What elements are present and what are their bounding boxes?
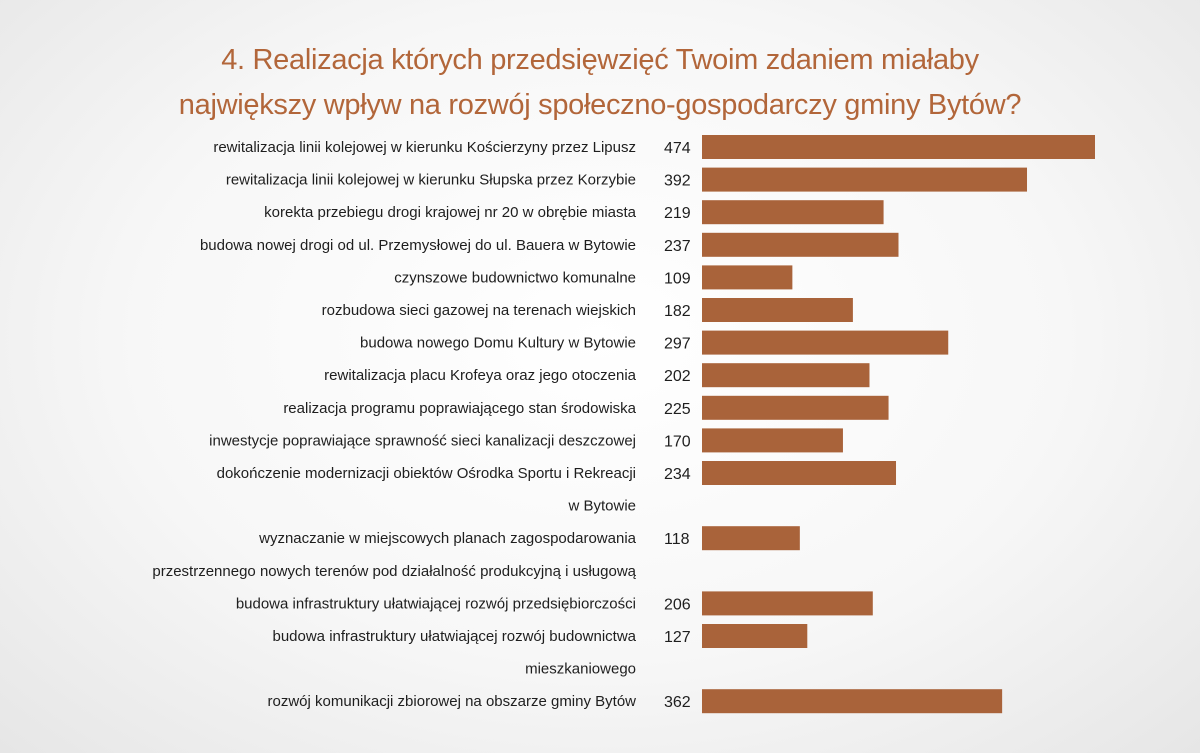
chart-title-line-2: największy wpływ na rozwój społeczno-gospodarczy gminy Bytów? xyxy=(178,89,1022,121)
bar-group xyxy=(213,135,1095,159)
bar xyxy=(702,168,1027,192)
category-label: budowa nowej drogi od ul. Przemysłowej do ul. Bauera w Bytowie xyxy=(199,236,636,254)
value-label: 297 xyxy=(664,335,691,353)
bar-group xyxy=(152,526,799,580)
bar xyxy=(702,461,896,485)
bar-group xyxy=(360,331,948,355)
category-label: wyznaczanie w miejscowych planach zagospodarowania xyxy=(259,530,636,548)
category-label: rewitalizacja linii kolejowej w kierunku Słupska przez Korzybie xyxy=(225,171,636,189)
bar xyxy=(702,298,853,322)
bar-group xyxy=(226,168,1027,192)
bar xyxy=(702,396,889,420)
bar-group xyxy=(324,363,869,387)
bar-group xyxy=(217,461,896,515)
category-label: dokończenie modernizacji obiektów Ośrodka Sportu i Rekreacji xyxy=(216,465,636,482)
bar xyxy=(702,331,948,355)
category-label: realizacja programu poprawiającego stan środowiska xyxy=(283,399,636,417)
value-label: 237 xyxy=(664,237,691,255)
value-label: 182 xyxy=(664,303,691,320)
category-label: budowa infrastruktury ułatwiającej rozwój przedsiębiorczości xyxy=(235,595,636,613)
value-label: 362 xyxy=(664,694,691,712)
category-label: w Bytowie xyxy=(568,497,636,515)
value-label: 206 xyxy=(664,596,691,614)
value-label: 392 xyxy=(664,172,691,190)
value-label: 109 xyxy=(664,270,691,288)
bar xyxy=(702,265,792,289)
bar xyxy=(702,689,1002,713)
category-label: budowa nowego Domu Kultury w Bytowie xyxy=(360,334,636,352)
value-label: 234 xyxy=(664,466,691,483)
category-label: budowa infrastruktury ułatwiającej rozwój budownictwa xyxy=(272,628,636,645)
value-label: 127 xyxy=(664,629,691,646)
bar xyxy=(702,624,807,648)
value-label: 118 xyxy=(664,531,690,549)
bar-group xyxy=(322,298,853,322)
value-label: 219 xyxy=(664,205,691,223)
category-label: przestrzennego nowych terenów pod działalność produkcyjną i usługową xyxy=(152,562,636,580)
bar xyxy=(702,428,843,452)
category-label: mieszkaniowego xyxy=(525,660,636,678)
bar-group xyxy=(283,396,888,420)
category-label: rozbudowa sieci gazowej na terenach wiejskich xyxy=(321,302,636,319)
bar xyxy=(702,363,869,387)
bar xyxy=(702,526,800,550)
value-label: 225 xyxy=(664,400,691,418)
value-label: 202 xyxy=(664,368,691,386)
bar-group xyxy=(200,233,899,257)
category-label: korekta przebiegu drogi krajowej nr 20 w obrębie miasta xyxy=(264,204,636,222)
category-label: czynszowe budownictwo komunalne xyxy=(394,269,636,287)
bar-group xyxy=(394,265,792,289)
value-label: 170 xyxy=(664,433,691,451)
category-label: rewitalizacja linii kolejowej w kierunku Kościerzyny przez Lipusz xyxy=(213,139,636,156)
chart-title-line-1: 4. Realizacja których przedsięwzięć Twoim zdaniem miałaby xyxy=(221,44,979,76)
bar-group xyxy=(272,624,807,678)
bar-group xyxy=(264,200,883,224)
bar xyxy=(702,200,884,224)
bar xyxy=(702,135,1095,159)
bar-group xyxy=(209,428,843,452)
bar xyxy=(702,591,873,615)
bar xyxy=(702,233,899,257)
value-label: 474 xyxy=(664,140,691,157)
category-label: rewitalizacja placu Krofeya oraz jego otoczenia xyxy=(324,367,636,385)
category-label: inwestycje poprawiające sprawność sieci kanalizacji deszczowej xyxy=(209,432,636,450)
bar-group xyxy=(236,591,873,615)
category-label: rozwój komunikacji zbiorowej na obszarze gminy Bytów xyxy=(267,693,636,711)
bar-group xyxy=(268,689,1003,713)
